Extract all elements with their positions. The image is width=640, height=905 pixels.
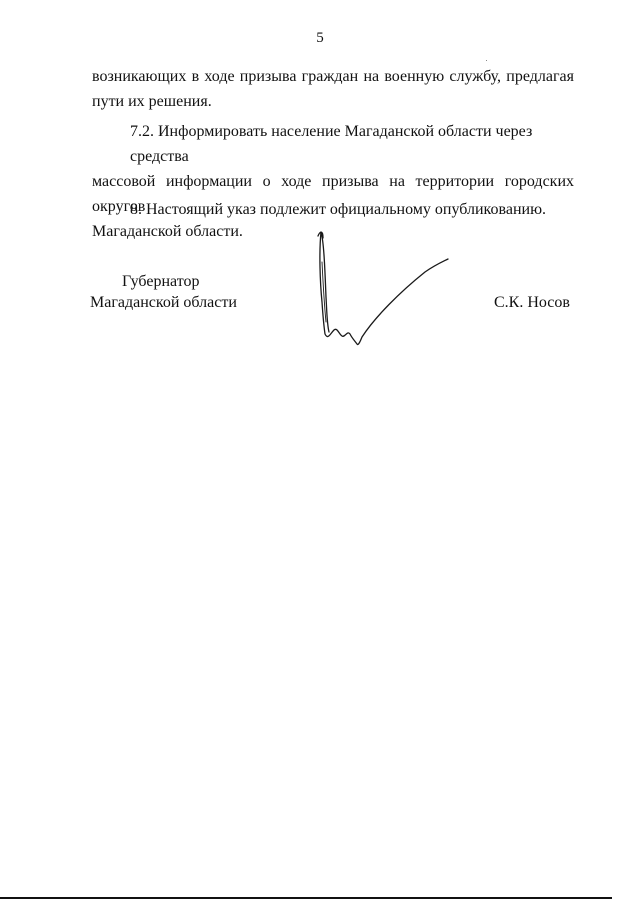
paragraph-line: массовой информации о ходе призыва на территории городских округов bbox=[92, 173, 574, 215]
scan-speck bbox=[486, 60, 487, 61]
signatory-name: С.К. Носов bbox=[494, 294, 570, 311]
footer-rule bbox=[0, 897, 612, 899]
paragraph-line: возникающих в ходе призыва граждан на военную службу, предлагая bbox=[92, 68, 574, 85]
signatory-position bbox=[90, 271, 237, 313]
paragraph-continuation bbox=[92, 64, 574, 114]
signatory-position-line: Губернатор bbox=[122, 273, 200, 290]
handwritten-signature bbox=[300, 222, 470, 362]
paragraph-line: Магаданской области. bbox=[92, 223, 243, 240]
paragraph-item-8: 8. Настоящий указ подлежит официальному опубликованию. bbox=[130, 201, 547, 218]
paragraph-line: 7.2. Информировать население Магаданской области через средства bbox=[130, 123, 533, 165]
page-number: 5 bbox=[316, 30, 324, 46]
signatory-position-line: Магаданской области bbox=[90, 294, 237, 311]
paragraph-line: пути их решения. bbox=[92, 93, 212, 110]
